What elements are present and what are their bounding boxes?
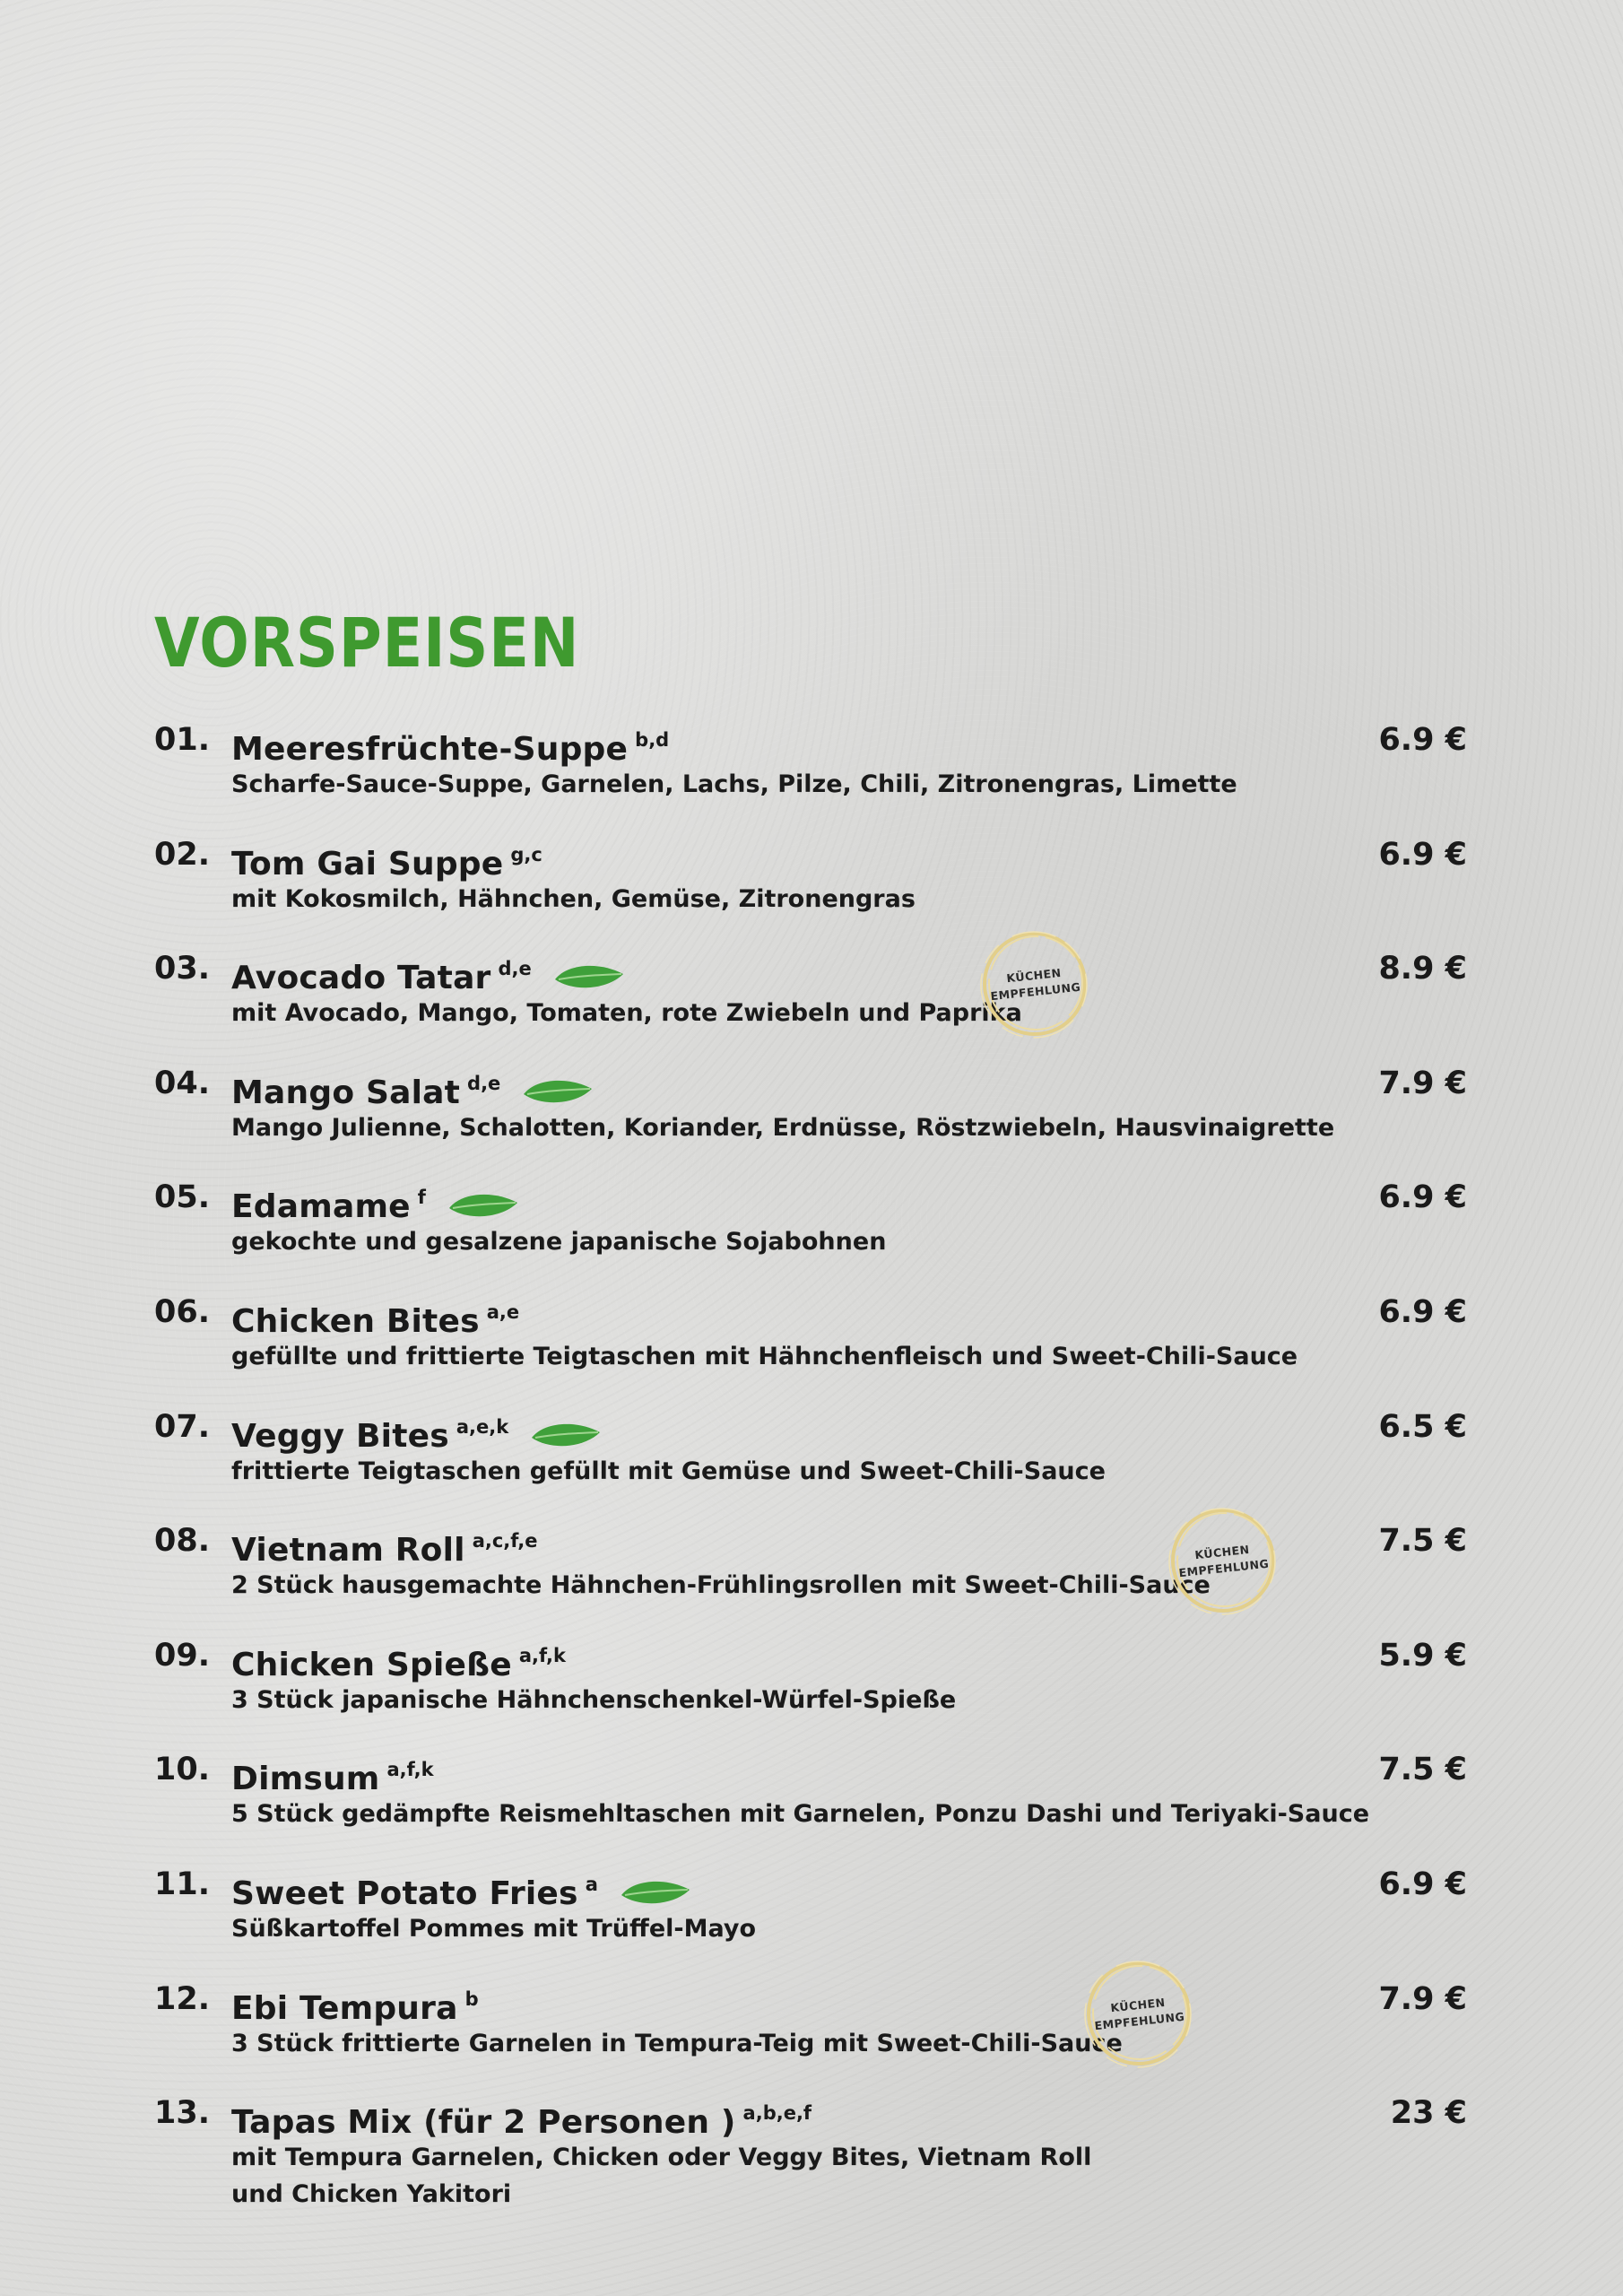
item-description — [231, 1338, 1298, 1375]
stamp-line: EMPFEHLUNG — [989, 979, 1081, 1004]
menu-item — [0, 948, 1623, 1056]
item-price: 7.9 € — [1378, 1980, 1467, 2017]
kitchen-recommendation-stamp-icon — [1083, 1958, 1194, 2069]
item-allergens: f — [417, 1187, 426, 1209]
item-name: Chicken Spieße — [231, 1646, 512, 1683]
item-price: 6.9 € — [1378, 1179, 1467, 1216]
item-description — [231, 1223, 1200, 1260]
menu-item — [0, 1177, 1623, 1284]
menu-item — [0, 1979, 1623, 2086]
item-name: Meeresfrüchte-Suppe — [231, 731, 629, 768]
menu-item — [0, 1520, 1623, 1628]
item-price: 6.9 € — [1378, 836, 1467, 873]
item-description — [231, 1109, 1335, 1146]
item-name: Vietnam Roll — [231, 1532, 465, 1570]
item-allergens: a — [585, 1874, 598, 1895]
item-description-line: Scharfe-Sauce-Suppe, Garnelen, Lachs, Pilze, Chili, Zitronengras, Limette — [231, 770, 1237, 798]
stamp-text — [1162, 1500, 1284, 1622]
item-description-line: gefüllte und frittierte Teigtaschen mit Hähnchenfleisch und Sweet-Chili-Sauce — [231, 1343, 1298, 1370]
menu-item — [0, 834, 1623, 942]
menu-item — [0, 1749, 1623, 1857]
stamp-text — [974, 923, 1096, 1045]
item-description — [231, 1567, 1211, 1604]
stamp-text — [1078, 1952, 1200, 2074]
item-description — [231, 1910, 1200, 1947]
item-number: 07. — [154, 1408, 211, 1445]
item-allergens: a,f,k — [518, 1644, 566, 1666]
vegetarian-leaf-icon — [530, 1420, 602, 1450]
item-description-line: mit Tempura Garnelen, Chicken oder Veggy Bites, Vietnam Roll — [231, 2144, 1092, 2172]
item-description-line: frittierte Teigtaschen gefüllt mit Gemüse und Sweet-Chili-Sauce — [231, 1457, 1106, 1485]
item-allergens: d,e — [467, 1072, 501, 1094]
stamp-line: KÜCHEN — [1005, 965, 1063, 986]
item-number: 11. — [154, 1866, 211, 1902]
item-price: 7.5 € — [1378, 1752, 1467, 1788]
item-name: Dimsum — [231, 1761, 380, 1798]
item-number: 13. — [154, 2095, 211, 2132]
item-description-line: mit Kokosmilch, Hähnchen, Gemüse, Zitronengras — [231, 884, 916, 913]
item-price: 7.5 € — [1378, 1523, 1467, 1560]
item-price: 8.9 € — [1378, 951, 1467, 987]
item-price: 6.9 € — [1378, 1866, 1467, 1902]
item-description — [231, 766, 1237, 803]
item-allergens: d,e — [498, 958, 532, 980]
item-description — [231, 1682, 1200, 1718]
item-description-line: gekochte und gesalzene japanische Sojabohnen — [231, 1228, 887, 1257]
item-allergens: a,c,f,e — [472, 1530, 538, 1552]
menu-item — [0, 2092, 1623, 2209]
menu-item — [0, 1864, 1623, 1971]
item-allergens: a,f,k — [386, 1759, 434, 1781]
item-description — [231, 2025, 1200, 2062]
item-description-line: Süßkartoffel Pommes mit Trüffel-Mayo — [231, 1915, 756, 1943]
item-price: 7.9 € — [1378, 1065, 1467, 1101]
item-name: Mango Salat — [231, 1074, 461, 1111]
item-number: 02. — [154, 836, 211, 873]
stamp-line: EMPFEHLUNG — [1177, 1556, 1270, 1580]
item-name: Tapas Mix (für 2 Personen ) — [231, 2104, 736, 2142]
item-price: 6.5 € — [1378, 1408, 1467, 1445]
item-description-line: und Chicken Yakitori — [231, 2180, 512, 2209]
item-allergens: b,d — [635, 729, 670, 751]
item-number: 04. — [154, 1065, 211, 1101]
section-title: VORSPEISEN — [154, 603, 580, 683]
item-description-line: 5 Stück gedämpfte Reismehltaschen mit Garnelen, Ponzu Dashi und Teriyaki-Sauce — [231, 1800, 1370, 1829]
item-name: Ebi Tempura — [231, 1989, 458, 2027]
vegetarian-leaf-icon — [522, 1076, 594, 1107]
item-description-line: Mango Julienne, Schalotten, Koriander, Erdnüsse, Röstzwiebeln, Hausvinaigrette — [231, 1113, 1335, 1142]
item-number: 05. — [154, 1179, 211, 1216]
item-name: Edamame — [231, 1188, 411, 1226]
item-description-line: 3 Stück japanische Hähnchenschenkel-Würfel-Spieße — [231, 1685, 957, 1714]
item-number: 06. — [154, 1294, 211, 1330]
item-name: Veggy Bites — [231, 1417, 449, 1455]
kitchen-recommendation-stamp-icon — [979, 928, 1090, 1039]
item-allergens: a,e — [486, 1301, 520, 1323]
item-number: 09. — [154, 1637, 211, 1674]
item-price: 6.9 € — [1378, 722, 1467, 758]
item-name: Chicken Bites — [231, 1303, 480, 1340]
stamp-line: EMPFEHLUNG — [1093, 2009, 1185, 2033]
item-description-line: mit Avocado, Mango, Tomaten, rote Zwiebeln und Paprika — [231, 999, 1022, 1028]
item-number: 12. — [154, 1980, 211, 2017]
menu-item — [0, 1292, 1623, 1399]
item-description-line: 3 Stück frittierte Garnelen in Tempura-Teig mit Sweet-Chili-Sauce — [231, 2029, 1123, 2057]
menu-item — [0, 719, 1623, 827]
item-name: Tom Gai Suppe — [231, 845, 504, 883]
item-price: 5.9 € — [1378, 1637, 1467, 1674]
kitchen-recommendation-stamp-icon — [1167, 1505, 1279, 1616]
item-number: 01. — [154, 722, 211, 758]
menu-item — [0, 1063, 1623, 1170]
item-name: Avocado Tatar — [231, 960, 491, 997]
item-allergens: a,b,e,f — [742, 2102, 812, 2125]
item-description-line: 2 Stück hausgemachte Hähnchen-Frühlingsrollen mit Sweet-Chili-Sauce — [231, 1571, 1211, 1600]
menu-item — [0, 1635, 1623, 1743]
item-description — [231, 881, 1200, 918]
item-name: Sweet Potato Fries — [231, 1875, 578, 1912]
item-description — [231, 1796, 1370, 1832]
item-allergens: b — [464, 1987, 479, 2010]
vegetarian-leaf-icon — [620, 1877, 691, 1908]
vegetarian-leaf-icon — [447, 1190, 519, 1221]
item-number: 10. — [154, 1752, 211, 1788]
item-price: 6.9 € — [1378, 1294, 1467, 1330]
item-allergens: a,e,k — [456, 1415, 509, 1438]
vegetarian-leaf-icon — [553, 961, 625, 992]
stamp-line: KÜCHEN — [1109, 1995, 1167, 2015]
item-number: 03. — [154, 951, 211, 987]
item-price: 23 € — [1390, 2095, 1467, 2132]
item-number: 08. — [154, 1523, 211, 1560]
item-description — [231, 1453, 1200, 1490]
menu-item — [0, 1406, 1623, 1514]
item-allergens: g,c — [510, 843, 542, 865]
item-description — [231, 2139, 1200, 2213]
stamp-line: KÜCHEN — [1193, 1542, 1251, 1562]
